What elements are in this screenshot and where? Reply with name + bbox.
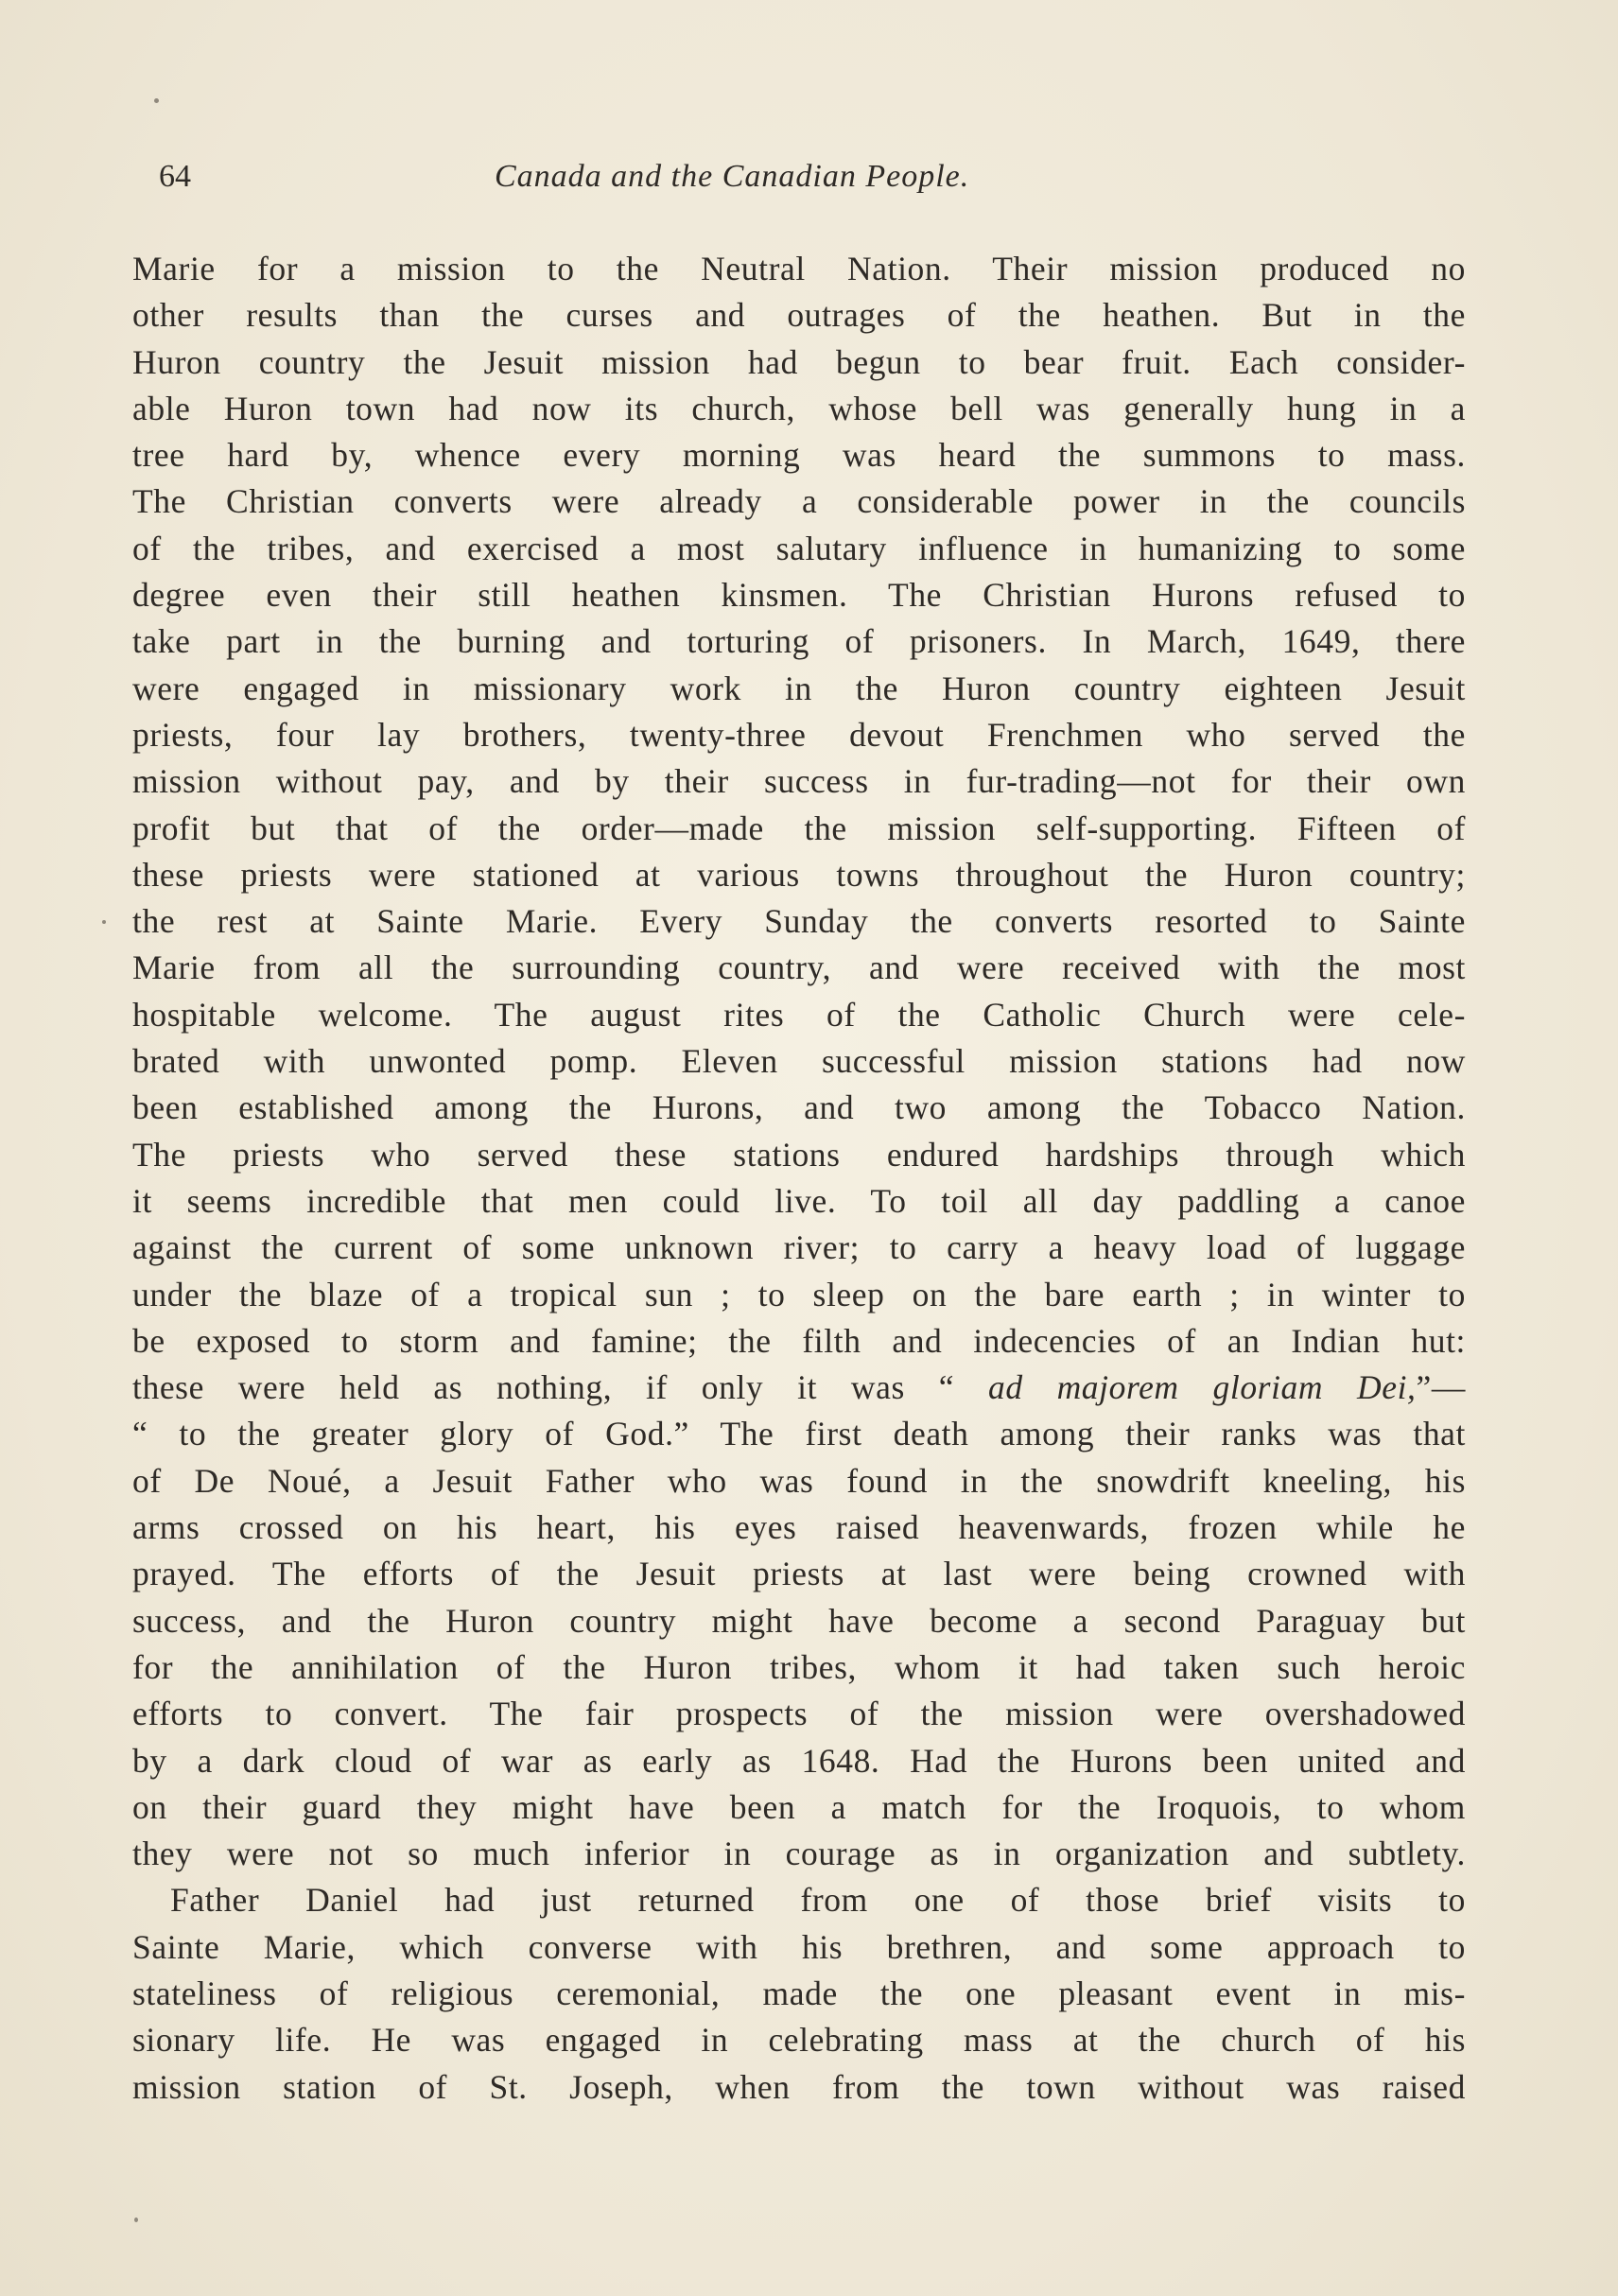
text-line: Huron country the Jesuit mission had begun to bear fruit. Each consider- [132,342,1466,381]
text-line: Sainte Marie, which converse with his brethren, and some approach to [132,1927,1466,1966]
ink-speck [134,2218,138,2222]
text-line: for the annihilation of the Huron tribes, whom it had taken such heroic [132,1647,1466,1686]
text-line: of De Noué, a Jesuit Father who was found in the snowdrift kneeling, his [132,1461,1466,1500]
text-line: prayed. The efforts of the Jesuit priests at last were being crowned with [132,1555,1466,1593]
text-line: “ to the greater glory of God.” The first death among their ranks was that [132,1415,1466,1453]
text-line: success, and the Huron country might have become a second Paraguay but [132,1601,1466,1640]
page-number: 64 [159,159,191,194]
text-line: on their guard they might have been a match for the Iroquois, to whom [132,1787,1466,1826]
text-line: mission without pay, and by their success in fur-trading—not for their own [132,762,1466,801]
text-line: sionary life. He was engaged in celebrating mass at the church of his [132,2021,1466,2060]
text-line: been established among the Hurons, and two among the Tobacco Nation. [132,1088,1466,1127]
text-line: efforts to convert. The fair prospects of the mission were overshadowed [132,1695,1466,1733]
text-line: priests, four lay brothers, twenty-three devout Frenchmen who served the [132,715,1466,754]
line-start: these were held as nothing, if only it was [132,1368,905,1407]
text-line: take part in the burning and torturing of prisoners. In March, 1649, there [132,622,1466,661]
running-title: Canada and the Canadian People. [495,159,970,194]
text-line: The priests who served these stations endured hardships through which [132,1135,1466,1174]
text-line: Marie from all the surrounding country, and were received with the most [132,948,1466,987]
text-line: other results than the curses and outrages of the heathen. But in the [132,296,1466,335]
text-line: be exposed to storm and famine; the filth and indecencies of an Indian hut: [132,1321,1466,1360]
text-line: The Christian converts were already a considerable power in the councils [132,482,1466,521]
text-line: profit but that of the order—made the mission self-supporting. Fifteen of [132,809,1466,847]
text-line: degree even their still heathen kinsmen. The Christian Hurons refused to [132,576,1466,615]
text-line-with-latin: these were held as nothing, if only it was “ ad majorem gloriam Dei,”— [132,1368,1466,1407]
text-line: brated with unwonted pomp. Eleven successful mission stations had now [132,1042,1466,1081]
ink-speck [154,98,159,103]
text-line: mission station of St. Joseph, when from the town without was raised [132,2067,1466,2106]
text-line: tree hard by, whence every morning was heard the summons to mass. [132,436,1466,475]
text-line: stateliness of religious ceremonial, made the one pleasant event in mis- [132,1974,1466,2012]
ink-speck [102,920,106,924]
text-line: they were not so much inferior in courage as in organization and subtlety. [132,1835,1466,1873]
text-line: hospitable welcome. The august rites of the Catholic Church were cele- [132,995,1466,1034]
body-text [132,246,1466,2111]
text-line: by a dark cloud of war as early as 1648. Had the Hurons been united and [132,1741,1466,1780]
text-line: it seems incredible that men could live. To toil all day paddling a canoe [132,1181,1466,1220]
text-line: Marie for a mission to the Neutral Nation. Their mission produced no [132,250,1466,287]
text-line-paragraph-start: Father Daniel had just returned from one of those brief visits to [170,1881,1466,1920]
text-line: able Huron town had now its church, whose bell was generally hung in a [132,389,1466,427]
text-line: under the blaze of a tropical sun ; to sleep on the bare earth ; in winter to [132,1275,1466,1313]
text-line: of the tribes, and exercised a most salutary influence in humanizing to some [132,529,1466,567]
running-header [159,159,1459,212]
text-line: were engaged in missionary work in the Huron country eighteen Jesuit [132,669,1466,707]
text-line: the rest at Sainte Marie. Every Sunday the converts resorted to Sainte [132,902,1466,941]
text-line: against the current of some unknown river; to carry a heavy load of luggage [132,1228,1466,1267]
latin-phrase: ad majorem gloriam Dei, [988,1368,1417,1407]
text-line: these priests were stationed at various towns throughout the Huron country; [132,855,1466,894]
text-line: arms crossed on his heart, his eyes raised heavenwards, frozen while he [132,1508,1466,1547]
